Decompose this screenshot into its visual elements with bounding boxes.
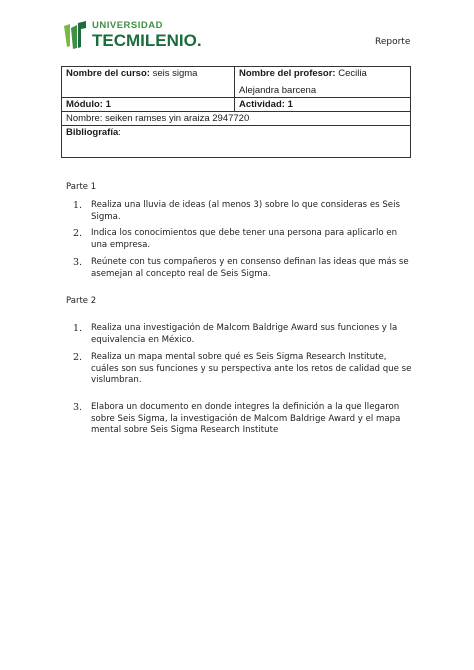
course-label: Nombre del curso: [66,68,150,79]
table-row [62,67,411,98]
list-item-text: Realiza un mapa mental sobre qué es Seis Sigma Research Institute, cuáles son sus funciones y su perspectiva ante los retos de calidad que se vislumbran. [91,352,412,385]
bibliography-colon: : [118,127,121,138]
list-item-number: 1. [73,323,83,334]
section-title-part-2: Parte 2 [66,296,97,306]
list-item [73,402,413,437]
university-logo [62,20,202,50]
module-label: Módulo: [66,99,103,110]
list-item-number: 1. [73,200,83,211]
table-row [62,98,411,112]
logo-line-universidad: UNIVERSIDAD [92,19,163,31]
list-item-text: Reúnete con tus compañeros y en consenso definan las ideas que más se asemejan al concepto real de Seis Sigma. [91,257,409,279]
list-item [73,257,413,280]
course-info-table [61,66,411,158]
list-item-number: 2. [73,228,83,239]
list-item-text: Realiza una investigación de Malcom Baldrige Award sus funciones y la equivalencia en México. [91,323,398,345]
tecmilenio-mark-icon [62,20,88,50]
student-name-cell [62,112,411,126]
activity-cell [235,98,411,112]
list-item [73,200,413,223]
list-item-text: Realiza una lluvia de ideas (al menos 3) sobre lo que consideras es Seis Sigma. [91,200,400,222]
table-row [62,126,411,158]
list-item-text: Indica los conocimientos que debe tener una persona para aplicarlo en una empresa. [91,228,398,250]
activity-label: Actividad: [239,99,285,110]
professor-cell [235,67,411,98]
course-value: seis sigma [149,68,198,79]
report-label: Reporte [375,37,411,47]
table-row [62,112,411,126]
list-item [73,352,413,387]
professor-value-line2: Alejandra barcena [239,85,317,96]
professor-label: Nombre del profesor: [239,68,336,79]
section-title-part-1: Parte 1 [66,182,97,192]
student-name: Nombre: seiken ramses yin araiza 2947720 [66,113,250,124]
list-item-number: 3. [73,402,83,413]
professor-value: Cecilia [335,68,367,79]
list-item-text: Elabora un documento en donde integres la definición a la que llegaron sobre Seis Sigma, la investigación de Malcom Baldrige Award y el mapa mental sobre Seis Sigma Research Institute [91,402,401,435]
bibliography-label: Bibliografía [66,127,119,138]
list-item [73,228,413,251]
list-item-number: 2. [73,352,83,363]
course-cell [62,67,235,98]
activity-value: 1 [284,99,293,110]
list-item-number: 3. [73,257,83,268]
module-value: 1 [102,99,111,110]
logo-line-tecmilenio: TECMILENIO. [92,31,202,51]
bibliography-cell [62,126,411,158]
module-cell [62,98,235,112]
list-item [73,323,413,346]
